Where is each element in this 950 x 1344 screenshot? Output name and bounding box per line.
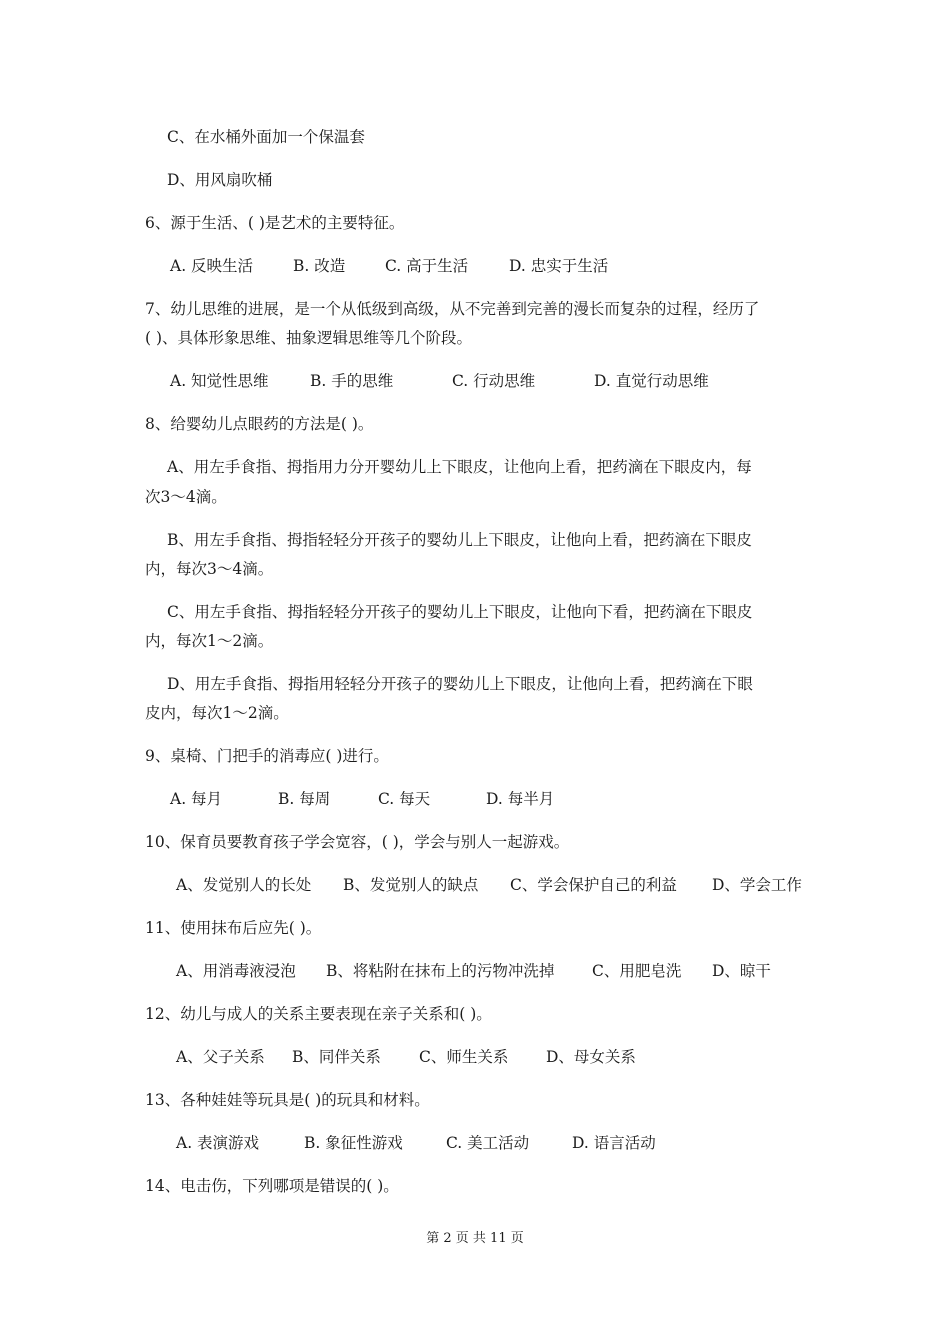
choice-b: B. 改造 [293, 257, 346, 275]
question-10: 10、保育员要教育孩子学会宽容，( )，学会与别人一起游戏。 [145, 833, 570, 851]
choice-c: C. 行动思维 [452, 372, 536, 390]
choices-13 [176, 1132, 656, 1154]
choices-7 [170, 370, 709, 392]
choice-a: A、父子关系 [176, 1048, 265, 1066]
choice-b: B. 象征性游戏 [304, 1134, 403, 1152]
choice-b: B、同伴关系 [292, 1048, 381, 1066]
question-14: 14、电击伤，下列哪项是错误的( )。 [145, 1177, 399, 1195]
option-line: A、用左手食指、拇指用力分开婴幼儿上下眼皮，让他向上看，把药滴在下眼皮内，每 [167, 458, 752, 476]
choice-a: A、发觉别人的长处 [176, 876, 312, 894]
question-13: 13、各种娃娃等玩具是( )的玩具和材料。 [145, 1091, 430, 1109]
question-7-cont: ( )、具体形象思维、抽象逻辑思维等几个阶段。 [145, 329, 473, 347]
choice-c: C. 美工活动 [446, 1134, 530, 1152]
choice-c: C. 高于生活 [385, 257, 469, 275]
choice-b: B. 每周 [278, 790, 331, 808]
choice-c: C. 每天 [378, 790, 431, 808]
question-6: 6、源于生活、( )是艺术的主要特征。 [145, 214, 405, 232]
question-8: 8、给婴幼儿点眼药的方法是( )。 [145, 415, 374, 433]
choices-11 [176, 960, 771, 982]
question-12: 12、幼儿与成人的关系主要表现在亲子关系和( )。 [145, 1005, 492, 1023]
choice-b: B. 手的思维 [310, 372, 394, 390]
choice-d: D. 直觉行动思维 [594, 372, 709, 390]
choice-a: A、用消毒液浸泡 [176, 962, 296, 980]
choice-a: A. 表演游戏 [176, 1134, 260, 1152]
option-line-cont: 皮内，每次1～2滴。 [145, 704, 289, 722]
choice-d: D. 语言活动 [572, 1134, 656, 1152]
option-line-cont: 内，每次3～4滴。 [145, 560, 274, 578]
choice-a: A. 知觉性思维 [170, 372, 269, 390]
choice-c: C、用肥皂洗 [592, 962, 682, 980]
option-line: D、用左手食指、拇指用轻轻分开孩子的婴幼儿上下眼皮，让他向上看，把药滴在下眼 [167, 675, 753, 693]
option-line: C、用左手食指、拇指轻轻分开孩子的婴幼儿上下眼皮，让他向下看，把药滴在下眼皮 [167, 603, 753, 621]
choices-6 [170, 255, 608, 277]
option-line-cont: 内，每次1～2滴。 [145, 632, 274, 650]
option-line: C、在水桶外面加一个保温套 [167, 128, 365, 146]
choice-d: D、学会工作 [712, 876, 802, 894]
option-line: D、用风扇吹桶 [167, 171, 273, 189]
question-9: 9、桌椅、门把手的消毒应( )进行。 [145, 747, 389, 765]
choice-d: D. 忠实于生活 [509, 257, 609, 275]
choice-b: B、发觉别人的缺点 [343, 876, 479, 894]
choices-10 [176, 874, 802, 896]
choice-a: A. 反映生活 [170, 257, 254, 275]
choice-a: A. 每月 [170, 790, 223, 808]
choice-d: D、母女关系 [546, 1048, 636, 1066]
question-11: 11、使用抹布后应先( )。 [145, 919, 322, 937]
choice-d: D、晾干 [712, 962, 771, 980]
choice-b: B、将粘附在抹布上的污物冲洗掉 [326, 962, 555, 980]
choices-12 [176, 1046, 636, 1068]
question-7: 7、幼儿思维的进展，是一个从低级到高级，从不完善到完善的漫长而复杂的过程，经历了 [145, 300, 760, 318]
option-line-cont: 次3～4滴。 [145, 488, 227, 506]
choice-c: C、师生关系 [419, 1048, 509, 1066]
option-line: B、用左手食指、拇指轻轻分开孩子的婴幼儿上下眼皮，让他向上看，把药滴在下眼皮 [167, 531, 752, 549]
choice-c: C、学会保护自己的利益 [510, 876, 677, 894]
choices-9 [170, 788, 554, 810]
page-footer: 第 2 页 共 11 页 [426, 1231, 524, 1246]
choice-d: D. 每半月 [486, 790, 555, 808]
